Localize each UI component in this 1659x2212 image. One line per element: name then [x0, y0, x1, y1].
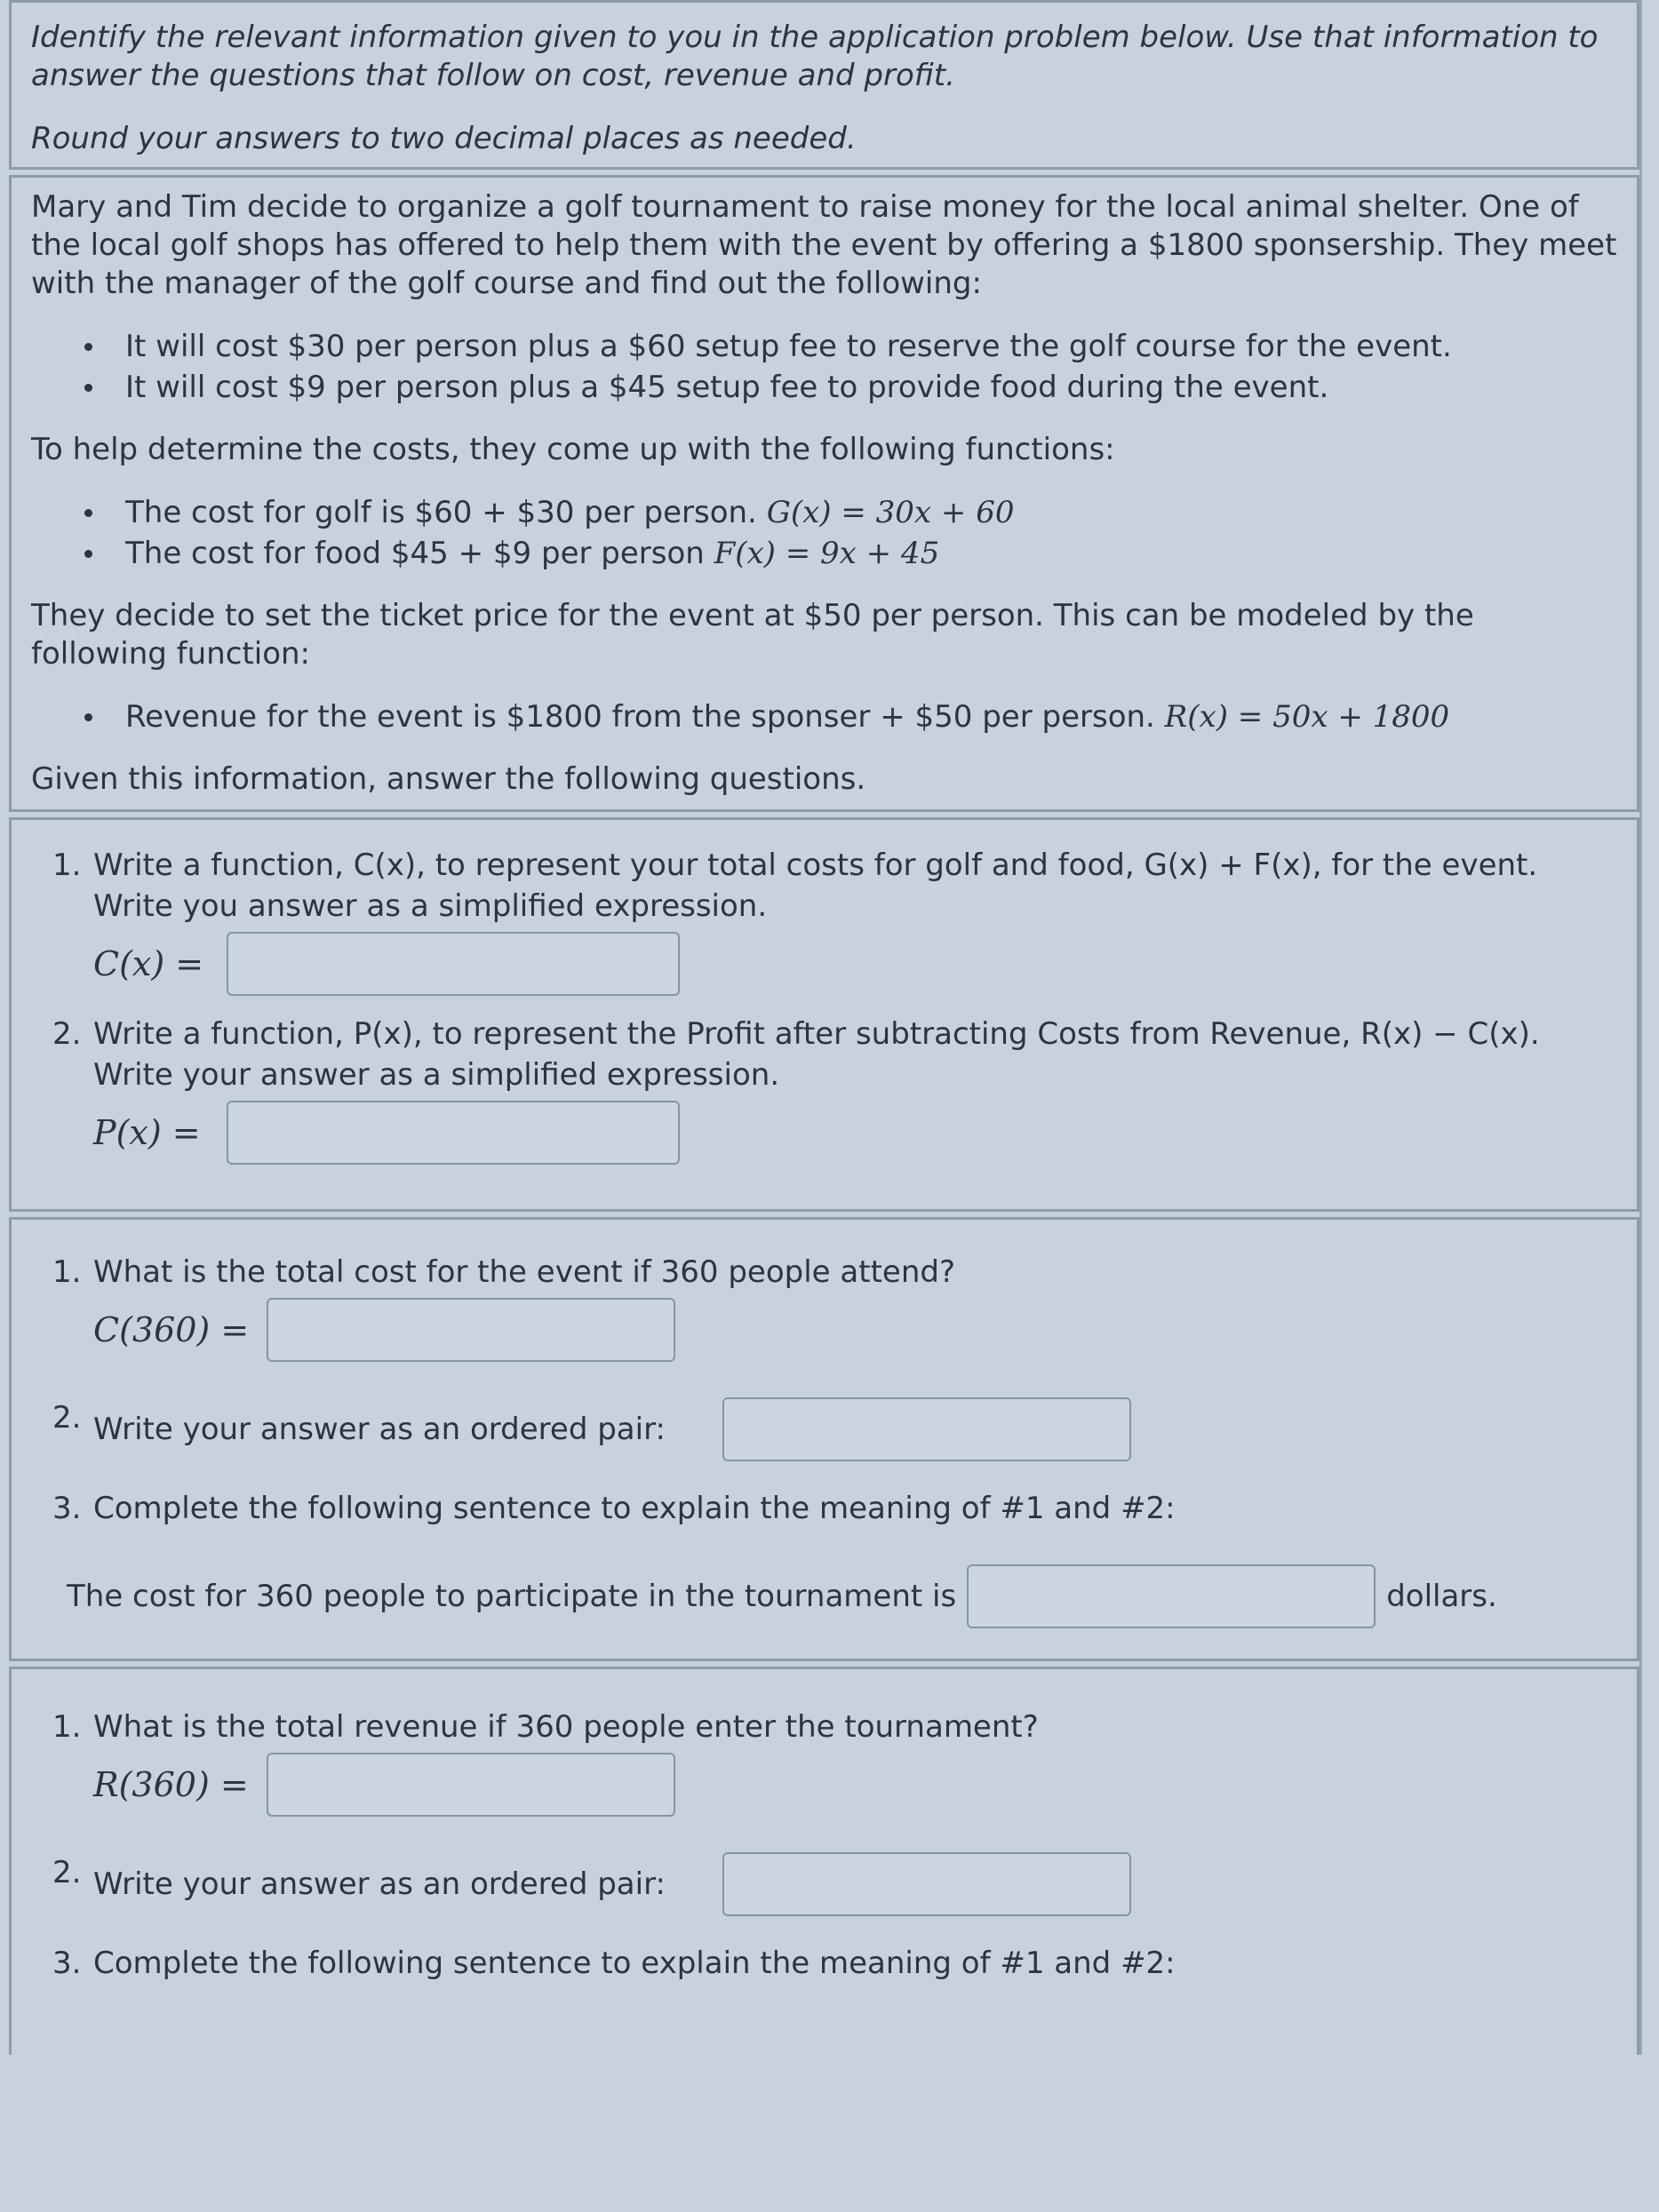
- revenue-ordered-pair-input[interactable]: [722, 1852, 1131, 1916]
- revenue-text: Revenue for the event is $1800 from the sponser + $50 per person.: [125, 699, 1155, 735]
- question-text: What is the total cost for the event if 360 people attend?: [93, 1254, 955, 1290]
- list-item: [84, 533, 1617, 574]
- cost-sentence-input[interactable]: [967, 1564, 1376, 1628]
- golf-cost-text: The cost for golf is $60 + $30 per person.: [125, 495, 757, 530]
- question-list: [31, 1707, 1617, 1984]
- question-text: Write a function, C(x), to represent your total costs for golf and food, G(x) + F(x), for the event. Write you answer as a simplified expression.: [93, 847, 1538, 924]
- cost-function-label: C(x) =: [93, 944, 204, 983]
- list-item: It will cost $9 per person plus a $45 setup fee to provide food during the event.: [84, 367, 1617, 408]
- functions-intro: To help determine the costs, they come up with the following functions:: [31, 432, 1115, 467]
- rounding-note: Round your answers to two decimal places as needed.: [31, 121, 857, 156]
- question-number: 2.: [52, 1400, 82, 1436]
- answer-row: [93, 1298, 1617, 1362]
- question-item: [52, 1943, 1617, 1984]
- question-text: Complete the following sentence to explain the meaning of #1 and #2:: [93, 1945, 1176, 1981]
- cost-360-label: C(360) =: [93, 1310, 250, 1349]
- instructions-box: [9, 0, 1639, 170]
- question-text: Write a function, P(x), to represent the Profit after subtracting Costs from Revenue, R(x) − C(x). Write your answer as a simplified expression.: [93, 1016, 1540, 1093]
- question-number: 1.: [52, 1709, 82, 1745]
- list-item: It will cost $30 per person plus a $60 setup fee to reserve the golf course for the event.: [84, 326, 1617, 367]
- given-info-text: Given this information, answer the following questions.: [31, 761, 866, 797]
- profit-function-label: P(x) =: [93, 1113, 201, 1152]
- cost-360-input[interactable]: [267, 1298, 675, 1362]
- instructions-text: Identify the relevant information given to you in the application problem below. Use that information to answer the questions that follow on cost, revenue and profit.: [31, 20, 1599, 93]
- cost-sentence: [67, 1564, 1617, 1628]
- question-item: [52, 1852, 1617, 1916]
- question-number: 3.: [52, 1491, 82, 1526]
- question-number: 3.: [52, 1945, 82, 1981]
- question-item: [52, 1252, 1617, 1362]
- cost-questions-box: [9, 1217, 1639, 1661]
- facts-list: [84, 326, 1617, 408]
- cost-sentence-end: dollars.: [1386, 1579, 1497, 1614]
- functions-list: [84, 492, 1617, 574]
- cost-ordered-pair-input[interactable]: [722, 1397, 1131, 1461]
- question-list: [31, 845, 1617, 1165]
- question-item: [52, 845, 1617, 996]
- answer-row: [93, 1753, 1617, 1817]
- list-item: [84, 696, 1617, 737]
- food-cost-formula: F(x) = 9x + 45: [714, 536, 940, 571]
- question-item: [52, 1014, 1617, 1165]
- worksheet-page: [9, 0, 1642, 2055]
- functions-questions-box: [9, 817, 1639, 1212]
- problem-box: [9, 175, 1639, 812]
- question-text: Complete the following sentence to explain the meaning of #1 and #2:: [93, 1491, 1176, 1526]
- question-number: 1.: [52, 1254, 82, 1290]
- question-text: Write your answer as an ordered pair:: [93, 1866, 666, 1902]
- answer-row: [93, 932, 1617, 996]
- ticket-price-text: They decide to set the ticket price for the event at $50 per person. This can be modeled by the following function:: [31, 598, 1474, 672]
- question-list: [31, 1252, 1617, 1529]
- golf-cost-formula: G(x) = 30x + 60: [766, 495, 1015, 530]
- answer-row: [93, 1101, 1617, 1165]
- question-number: 2.: [52, 1855, 82, 1890]
- question-number: 1.: [52, 847, 82, 883]
- answer-row: [93, 1852, 1617, 1916]
- question-number: 2.: [52, 1016, 82, 1052]
- revenue-formula: R(x) = 50x + 1800: [1164, 699, 1450, 735]
- answer-row: [93, 1397, 1617, 1461]
- cost-function-input[interactable]: [227, 932, 680, 996]
- question-item: [52, 1397, 1617, 1461]
- question-item: [52, 1707, 1617, 1817]
- revenue-questions-box: [9, 1667, 1639, 2055]
- question-text: Write your answer as an ordered pair:: [93, 1412, 666, 1447]
- question-item: [52, 1488, 1617, 1529]
- question-text: What is the total revenue if 360 people enter the tournament?: [93, 1709, 1039, 1745]
- problem-intro: Mary and Tim decide to organize a golf tournament to raise money for the local animal shelter. One of the local golf shops has offered to help them with the event by offering a $1800 sponsership. They meet with the manager of the golf course and find out the following:: [31, 189, 1617, 301]
- revenue-360-input[interactable]: [267, 1753, 675, 1817]
- revenue-list: [84, 696, 1617, 737]
- cost-sentence-start: The cost for 360 people to participate in the tournament is: [67, 1579, 957, 1614]
- list-item: [84, 492, 1617, 533]
- food-cost-text: The cost for food $45 + $9 per person: [125, 536, 705, 571]
- revenue-360-label: R(360) =: [93, 1765, 249, 1804]
- profit-function-input[interactable]: [227, 1101, 680, 1165]
